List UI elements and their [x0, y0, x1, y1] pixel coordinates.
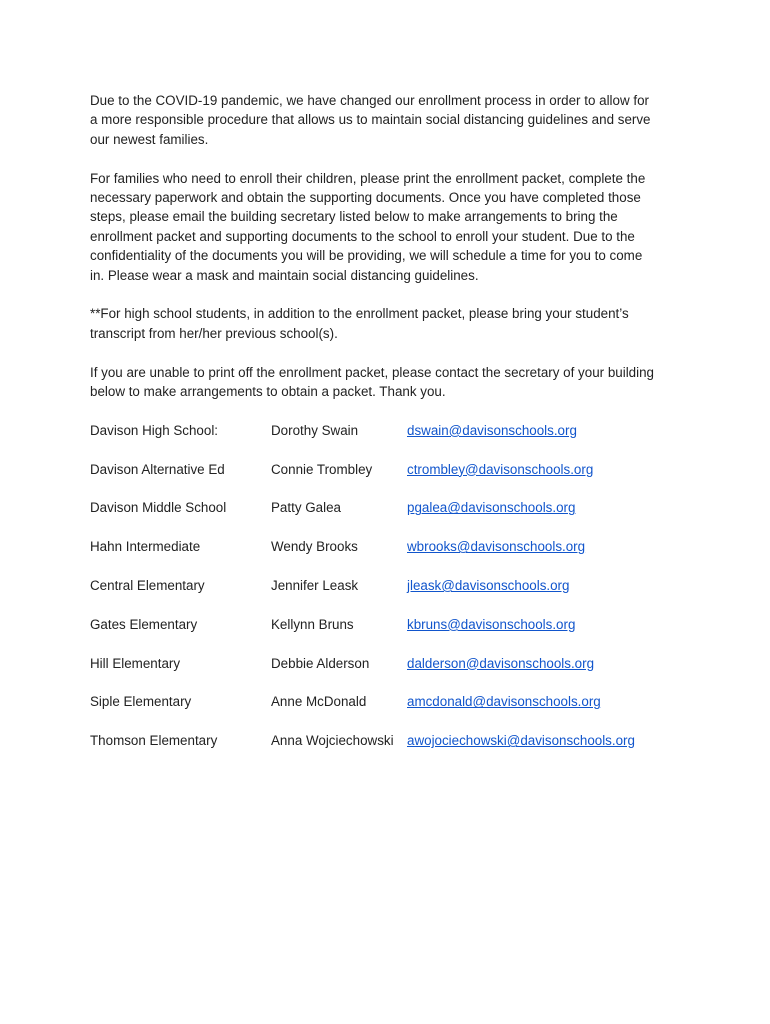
secretary-name: Connie Trombley	[271, 461, 373, 477]
secretary-name: Dorothy Swain	[271, 422, 359, 438]
contact-row	[90, 576, 690, 615]
contact-row	[90, 460, 690, 499]
contact-secretary-paragraph: If you are unable to print off the enrollment packet, please contact the secretary of your building below to make arrangements to obtain a packet. Thank you.	[90, 364, 654, 400]
school-name: Hahn Intermediate	[90, 539, 201, 555]
contact-row	[90, 731, 690, 770]
secretary-name: Anna Wojciechowski	[271, 733, 394, 749]
document-page	[90, 91, 690, 770]
contact-row	[90, 692, 690, 731]
email-link[interactable]: amcdonald@davisonschools.org	[407, 694, 601, 710]
school-name: Thomson Elementary	[90, 733, 218, 749]
contact-row	[90, 537, 690, 576]
email-link[interactable]: jleask@davisonschools.org	[407, 578, 570, 594]
school-name: Davison Alternative Ed	[90, 461, 225, 477]
secretary-name: Kellynn Bruns	[271, 616, 354, 632]
school-name: Davison High School:	[90, 422, 219, 438]
contact-row	[90, 615, 690, 654]
contact-row	[90, 498, 690, 537]
secretary-name: Jennifer Leask	[271, 578, 359, 594]
email-link[interactable]: pgalea@davisonschools.org	[407, 500, 576, 516]
school-name: Davison Middle School	[90, 500, 227, 516]
contact-list	[90, 421, 690, 770]
secretary-name: Debbie Alderson	[271, 655, 370, 671]
instructions-paragraph: For families who need to enroll their children, please print the enrollment packet, complete the necessary paperwork and obtain the supporting documents. Once you have completed those steps, please email the building secretary listed below to make arrangements to bring the enrollment packet and supporting documents to the school to enroll your student. Due to the confidentiality of the documents you will be providing, we will schedule a time for you to come in. Please wear a mask and maintain social distancing guidelines.	[90, 170, 646, 283]
email-link[interactable]: ctrombley@davisonschools.org	[407, 461, 594, 477]
secretary-name: Wendy Brooks	[271, 539, 358, 555]
contact-row	[90, 654, 690, 693]
school-name: Hill Elementary	[90, 655, 181, 671]
secretary-name: Anne McDonald	[271, 694, 367, 710]
intro-paragraph: Due to the COVID-19 pandemic, we have changed our enrollment process in order to allow for a more responsible procedure that allows us to maintain social distancing guidelines and serve our newest families.	[90, 93, 651, 147]
secretary-name: Patty Galea	[271, 500, 341, 516]
email-link[interactable]: awojociechowski@davisonschools.org	[407, 733, 635, 749]
email-link[interactable]: wbrooks@davisonschools.org	[407, 539, 586, 555]
contact-row	[90, 421, 690, 460]
school-name: Central Elementary	[90, 578, 205, 594]
high-school-note-paragraph: **For high school students, in addition to the enrollment packet, please bring your student’s transcript from her/her previous school(s).	[90, 306, 629, 341]
school-name: Gates Elementary	[90, 616, 198, 632]
email-link[interactable]: dalderson@davisonschools.org	[407, 655, 595, 671]
email-link[interactable]: dswain@davisonschools.org	[407, 422, 577, 438]
email-link[interactable]: kbruns@davisonschools.org	[407, 616, 576, 632]
school-name: Siple Elementary	[90, 694, 192, 710]
